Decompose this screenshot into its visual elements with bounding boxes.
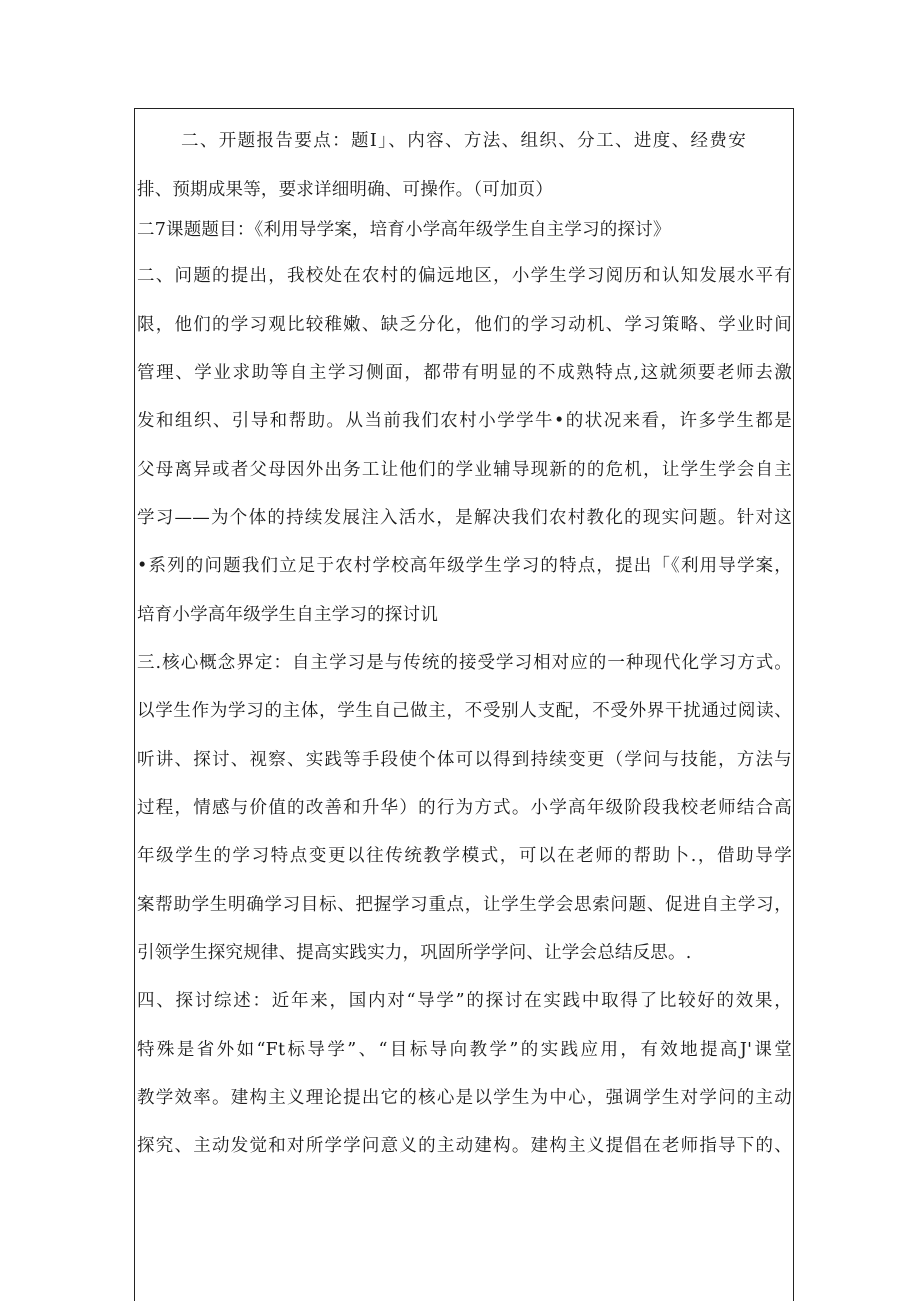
text-line-18: 引领学生探究规律、提高实践实力，巩固所学学问、让学会总结反思。.	[137, 943, 692, 963]
text-line-19: 四、探讨综述：近年来，国内对“导学”的探讨在实践中取得了比较好的效果，	[137, 991, 792, 1011]
text-line-2: 排、预期成果等，要求详细明确、可操作。（可加页）	[137, 180, 554, 200]
text-line-8: 父母离异或者父母因外出务工让他们的学业辅导现新的的危机，让学生学会自主	[137, 460, 792, 480]
text-line-21: 教学效率。建构主义理论提出它的核心是以学生为中心，强调学生对学问的主动	[137, 1088, 792, 1108]
text-line-22: 探究、主动发觉和对所学学问意义的主动建构。建构主义提倡在老师指导下的、	[137, 1136, 792, 1156]
text-line-16: 年级学生的学习特点变更以往传统教学模式，可以在老师的帮助卜.，借助导学	[137, 846, 792, 866]
text-line-7: 发和组织、引导和帮助。从当前我们农村小学学牛•的状况来看，许多学生都是	[137, 411, 792, 431]
text-line-17: 案帮助学生明确学习目标、把握学习重点，让学生学会思索问题、促进自主学习，	[137, 895, 792, 915]
text-line-15: 过程，情感与价值的改善和升华）的行为方式。小学高年级阶段我校老师结合高	[137, 798, 792, 818]
text-line-3: 二7课题题目：《利用导学案，培育小学高年级学生自主学习的探讨》	[137, 220, 671, 240]
text-line-9: 学习——为个体的持续发展注入活水，是解决我们农村教化的现实问题。针对这	[137, 508, 792, 528]
text-line-4: 二、问题的提出，我校处在农村的偏远地区，小学生学习阅历和认知发展水平有	[137, 266, 792, 286]
text-line-10: •系列的问题我们立足于农村学校高年级学生学习的特点，提出「《利用导学案，	[137, 556, 792, 576]
text-line-11: 培育小学高年级学生自主学习的探讨讥	[137, 605, 438, 625]
text-line-5: 限，他们的学习观比较稚嫩、缺乏分化，他们的学习动机、学习策略、学业时间	[137, 315, 792, 335]
text-line-12: 三.核心概念界定：自主学习是与传统的接受学习相对应的一种现代化学习方式。	[137, 653, 792, 673]
text-line-1: 二、开题报告要点：题I」、内容、方法、组织、分工、进度、经费安	[181, 131, 746, 151]
text-line-20: 特殊是省外如“Ft标导学”、“目标导向教学”的实践应用，有效地提高J'课堂	[137, 1040, 792, 1060]
text-line-6: 管理、学业求助等自主学习侧面，都带有明显的不成熟特点,这就须要老师去激	[137, 363, 792, 383]
text-line-13: 以学生作为学习的主体，学生自己做主，不受别人支配，不受外界干扰通过阅读、	[137, 701, 792, 721]
text-line-14: 听讲、探讨、视察、实践等手段使个体可以得到持续变更（学问与技能，方法与	[137, 750, 792, 770]
